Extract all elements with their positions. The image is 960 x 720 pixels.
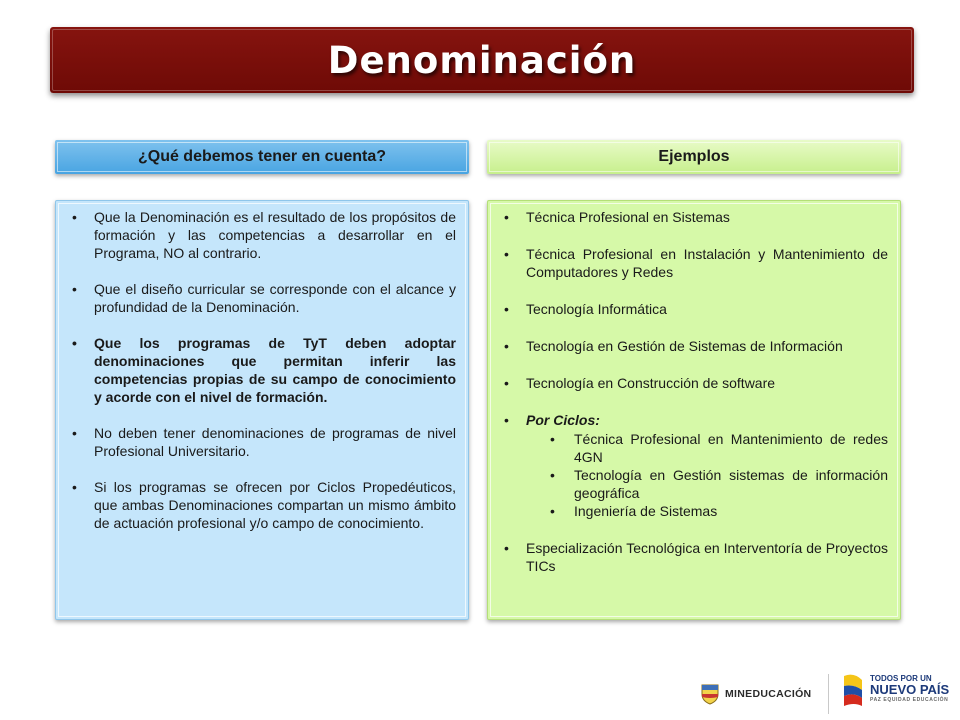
pais-line-3: PAZ EQUIDAD EDUCACIÓN	[870, 697, 949, 703]
list-item: • Que los programas de TyT deben adoptar denominaciones que permitan inferir las competencias propias de su campo de conocimiento y acorde con el nivel de formación.	[72, 334, 456, 406]
list-item: • Técnica Profesional en Instalación y Mantenimiento de Computadores y Redes	[504, 245, 888, 281]
list-item: • Que la Denominación es el resultado de los propósitos de formación y las competencias a desarrollar en el Programa, NO al contrario.	[72, 208, 456, 262]
sublist-item: • Ingeniería de Sistemas	[526, 502, 888, 520]
slide-title-bar	[50, 27, 914, 93]
left-column-header	[55, 140, 469, 174]
mineducacion-logo	[700, 674, 829, 714]
colombia-flag-icon	[840, 672, 866, 714]
ciclos-label: Por Ciclos:	[526, 412, 600, 428]
left-header-label: ¿Qué debemos tener en cuenta?	[137, 148, 387, 165]
examples-box	[487, 200, 901, 620]
coat-of-arms-icon	[700, 683, 720, 705]
list-item: • Tecnología en Construcción de software	[504, 374, 888, 392]
list-item: • No deben tener denominaciones de programas de nivel Profesional Universitario.	[72, 424, 456, 460]
sublist-item: • Técnica Profesional en Mantenimiento de redes 4GN	[526, 430, 888, 466]
list-item: • Tecnología en Gestión de Sistemas de Información	[504, 337, 888, 355]
slide-title: Denominación	[327, 38, 637, 82]
right-header-label: Ejemplos	[658, 148, 730, 165]
considerations-box	[55, 200, 469, 620]
list-item: • Especialización Tecnológica en Interventoría de Proyectos TICs	[504, 539, 888, 575]
sublist-item: • Tecnología en Gestión sistemas de información geográfica	[526, 466, 888, 502]
nuevo-pais-text	[870, 674, 949, 703]
footer-logos	[700, 672, 950, 716]
list-item: • Que el diseño curricular se corresponde con el alcance y profundidad de la Denominación.	[72, 280, 456, 316]
examples-list	[504, 208, 888, 575]
list-item: • Tecnología Informática	[504, 300, 888, 318]
right-column-header	[487, 140, 901, 174]
pais-line-2: NUEVO PAÍS	[870, 682, 950, 697]
considerations-list	[72, 208, 456, 532]
pais-line-1: TODOS POR UN	[870, 674, 932, 683]
nuevo-pais-logo	[840, 672, 950, 716]
ciclos-sublist	[526, 430, 888, 520]
ministry-name: MINEDUCACIÓN	[725, 688, 812, 700]
list-item: • Técnica Profesional en Sistemas	[504, 208, 888, 226]
ciclos-item	[504, 411, 888, 520]
list-item: • Si los programas se ofrecen por Ciclos Propedéuticos, que ambas Denominaciones compartan un mismo ámbito de actuación profesional y/o campo de conocimiento.	[72, 478, 456, 532]
